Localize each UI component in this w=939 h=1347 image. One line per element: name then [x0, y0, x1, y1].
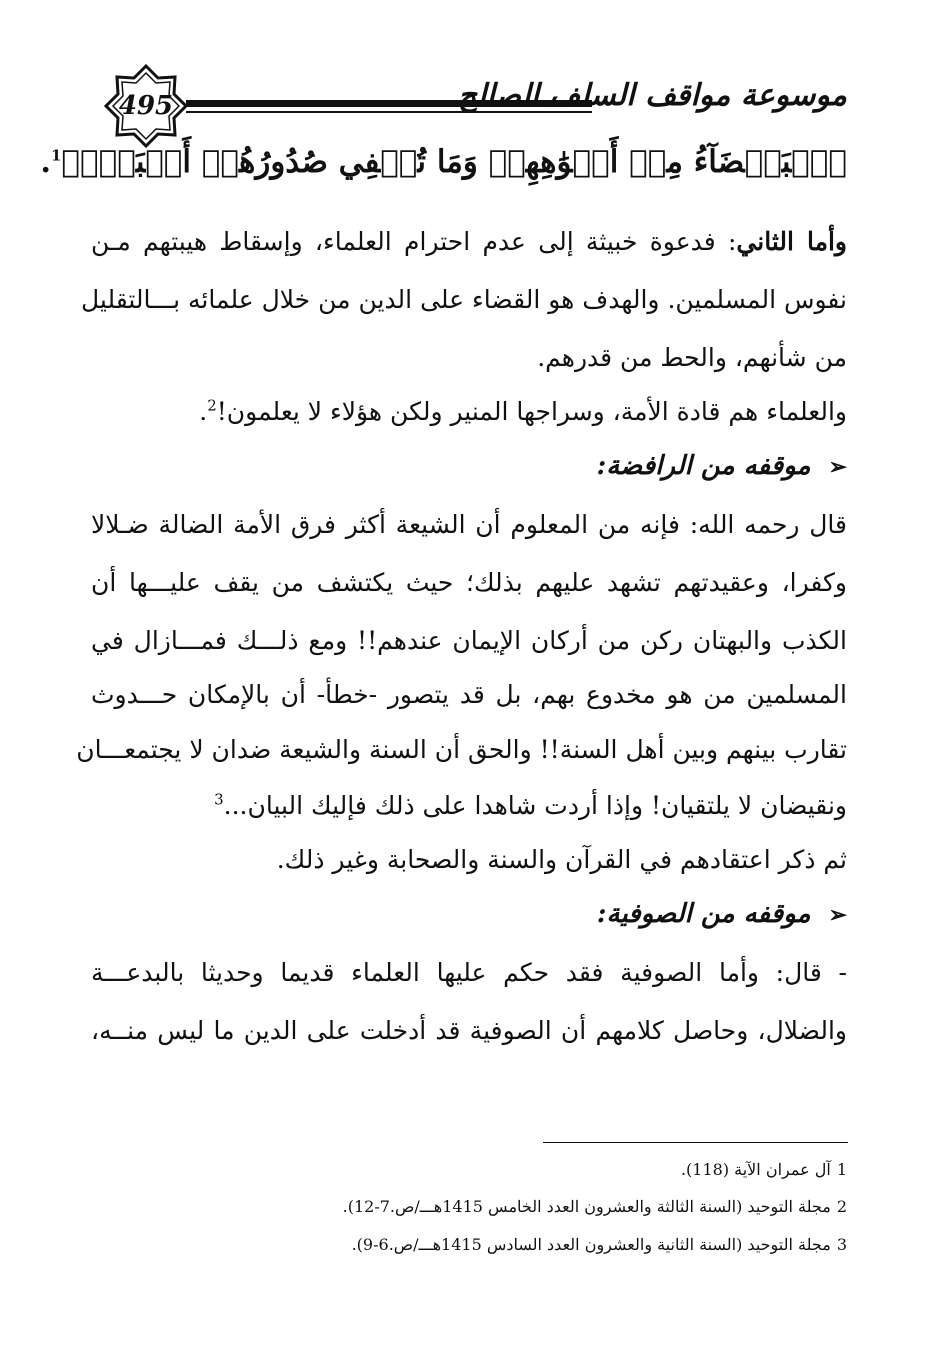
sentence-end: .: [199, 397, 208, 426]
paragraph-line: من شأنهم، والحط من قدرهم.: [537, 343, 847, 372]
footnote-ref: 3: [214, 790, 224, 809]
paragraph-line: والضلال، وحاصل كلامهم أن الصوفية قد أدخلت على الدين ما ليس منــه،: [91, 1016, 847, 1045]
paragraph-line: - قال: وأما الصوفية فقد حكم عليها العلماء قديما وحديثا بالبدعـــة: [91, 958, 847, 987]
paragraph-line: المسلمين من هو مخدوع بهم، بل قد يتصور -خطأ- أن بالإمكان حـــدوث: [91, 680, 847, 709]
footnote-ref: 2: [207, 396, 217, 415]
arrow-bullet-icon: ➢: [828, 454, 847, 480]
paragraph-line: نفوس المسلمين. والهدف هو القضاء على الدين من خلال علمائه بـــالتقليل: [80, 285, 847, 314]
verse-end-mark: .: [40, 144, 51, 180]
paragraph-line: تقارب بينهم وبين أهل السنة!! والحق أن السنة والشيعة ضدان لا يجتمعـــان: [76, 735, 847, 764]
paragraph-line: ثم ذكر اعتقادهم في القرآن والسنة والصحابة وغير ذلك.: [276, 845, 847, 874]
paragraph-text: والعلماء هم قادة الأمة، وسراجها المنير ولكن هؤلاء لا يعلمون!: [216, 397, 847, 426]
paragraph-text: ونقيضان لا يلتقيان! وإذا أردت شاهدا على ذلك فإليك البيان...: [223, 791, 847, 820]
paragraph-line: [91, 786, 847, 826]
footnote-separator: [543, 1142, 848, 1143]
footnote: [147, 1195, 847, 1219]
page-number: 495: [118, 91, 174, 121]
page-number-badge: [104, 64, 188, 148]
heading-text: موقفه من الرافضة:: [596, 451, 811, 481]
paragraph-line: [91, 222, 847, 262]
footnote: [147, 1158, 847, 1182]
paragraph-text: : فدعوة خبيثة إلى عدم احترام العلماء، وإسقاط هيبتهم مـن: [91, 227, 737, 256]
footnote-number: 2: [836, 1197, 847, 1216]
bold-lead: وأما الثاني: [736, 227, 848, 256]
quran-verse-text: ٱلۡبَغۡضَآءُ مِنۡ أَفۡوَٰهِهِمۡ وَمَا تُخۡفِي صُدُورُهُمۡ أَكۡبَرُۚ﴾: [61, 144, 847, 180]
footnote-number: 1: [836, 1160, 847, 1179]
book-title: موسوعة مواقف السلف الصالح: [457, 78, 847, 113]
paragraph-line: وكفرا، وعقيدتهم تشهد عليهم بذلك؛ حيث يكتشف من يقف عليـــها أن: [91, 568, 847, 597]
section-heading-sufism: [91, 894, 847, 935]
paragraph-line: قال رحمه الله: فإنه من المعلوم أن الشيعة أكثر فرق الأمة الضالة ضـلالا: [91, 510, 847, 539]
quran-verse-line: [40, 142, 847, 182]
arrow-bullet-icon: ➢: [828, 902, 847, 928]
heading-text: موقفه من الصوفية:: [596, 899, 811, 929]
section-heading-rafida: [91, 446, 847, 487]
footnote-ref: 1: [50, 146, 62, 165]
footnote-text: آل عمران الآية (118).: [680, 1160, 831, 1179]
footnote-number: 3: [836, 1235, 847, 1254]
footnote-text: مجلة التوحيد (السنة الثالثة والعشرون العدد الخامس 1415هـــ/ص.7-12).: [342, 1197, 831, 1216]
paragraph-line: الكذب والبهتان ركن من أركان الإيمان عندهم!! ومع ذلـــك فمـــازال في: [91, 626, 847, 655]
paragraph-line: [91, 392, 847, 432]
footnote-text: مجلة التوحيد (السنة الثانية والعشرون العدد السادس 1415هـــ/ص.6-9).: [351, 1235, 831, 1254]
footnote: [147, 1233, 847, 1257]
